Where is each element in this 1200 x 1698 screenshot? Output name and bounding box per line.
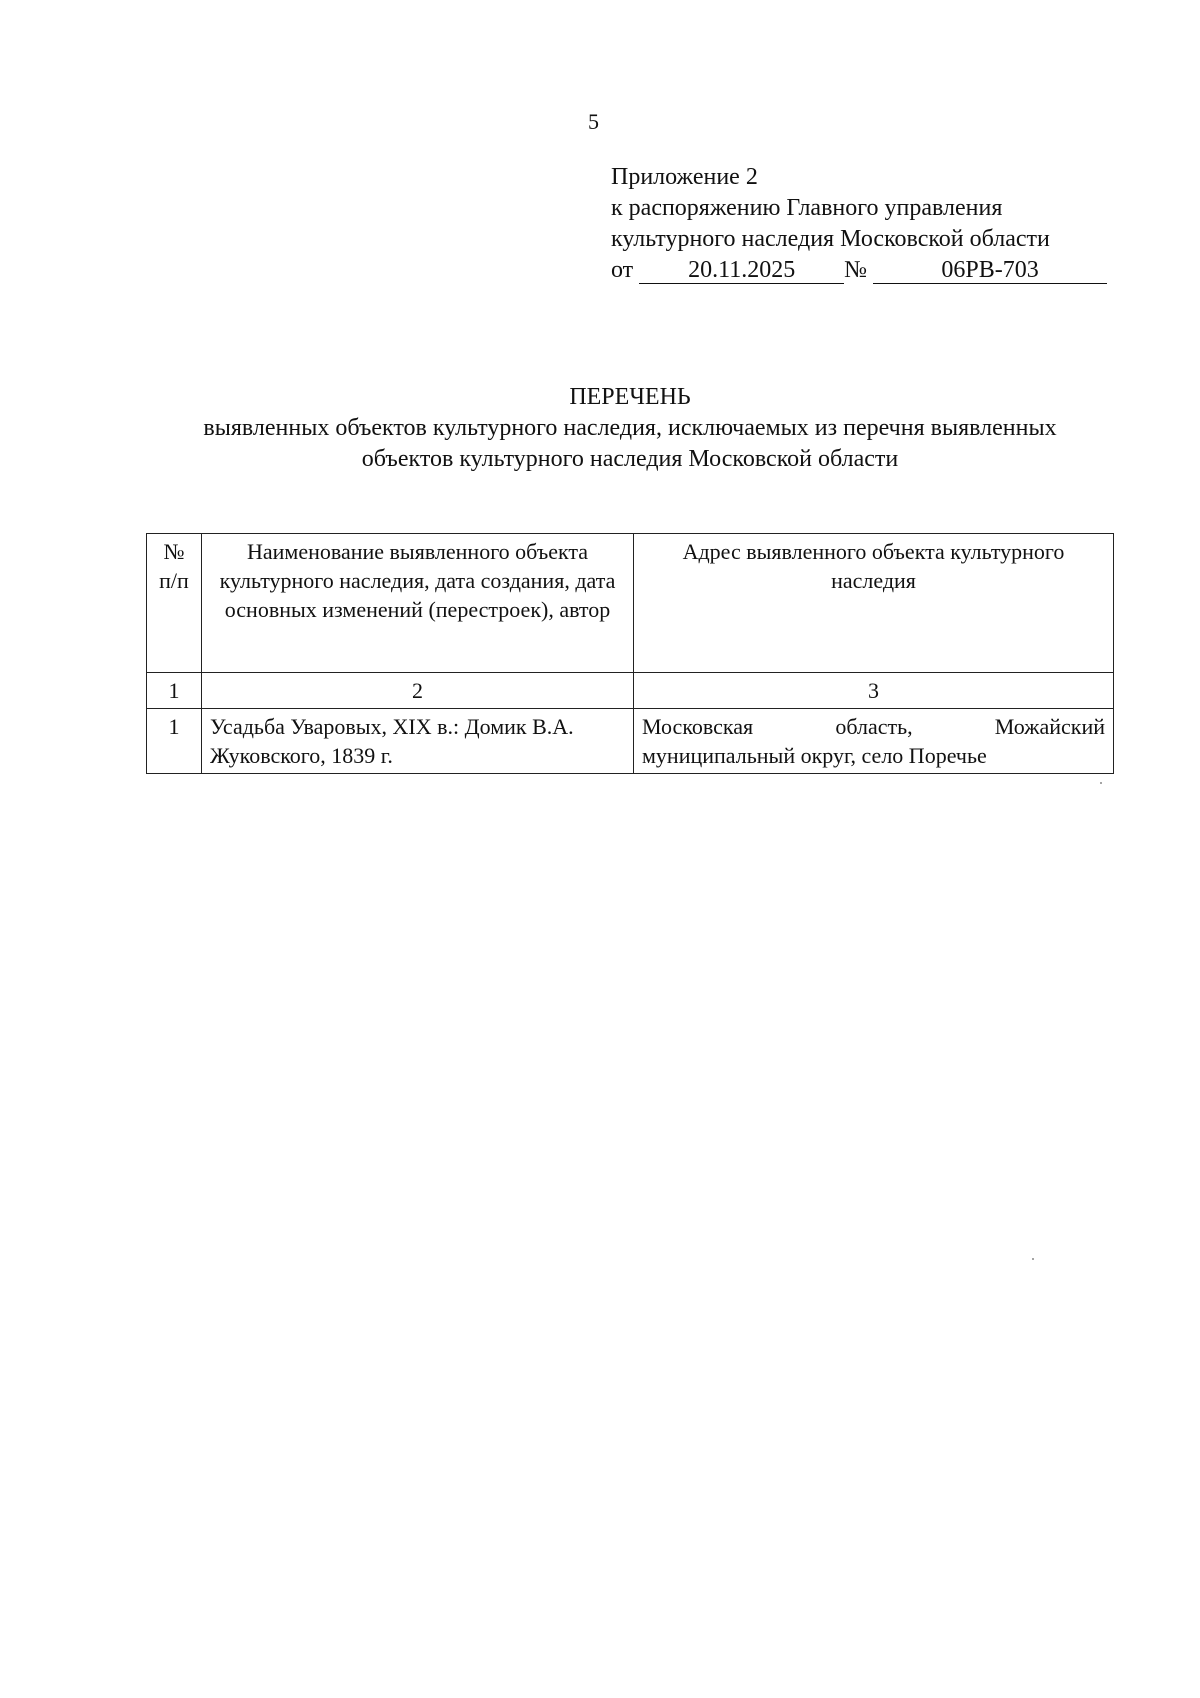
number-sign: №: [844, 257, 868, 283]
date-prefix: от: [611, 257, 634, 283]
table-index-row: [147, 673, 1114, 709]
heritage-objects-table: [146, 533, 1114, 774]
index-cell: 3: [634, 673, 1114, 709]
index-cell: 1: [147, 673, 202, 709]
order-date: 20.11.2025: [639, 257, 844, 284]
table-row: [147, 709, 1114, 774]
index-cell: 2: [202, 673, 634, 709]
appendix-date-line: [611, 255, 1131, 286]
document-heading: ПЕРЕЧЕНЬ: [569, 384, 691, 410]
table-header-row: [147, 534, 1114, 673]
scan-speck: [1100, 782, 1102, 784]
document-title-block: [100, 382, 1160, 475]
appendix-line-3: культурного наследия Московской области: [611, 226, 1050, 252]
row-address: Московская область, Можайский муниципальный округ, село Поречье: [634, 709, 1114, 774]
row-num: 1: [147, 709, 202, 774]
page-number: 5: [588, 109, 599, 134]
appendix-title: Приложение 2: [611, 164, 758, 190]
header-num: № п/п: [147, 534, 202, 673]
header-name: Наименование выявленного объекта культурного наследия, дата создания, дата основных изменений (перестроек), автор: [202, 534, 634, 673]
header-address: Адрес выявленного объекта культурного наследия: [634, 534, 1114, 673]
row-name: Усадьба Уваровых, XIX в.: Домик В.А. Жуковского, 1839 г.: [202, 709, 634, 774]
scan-speck: [1032, 1258, 1034, 1260]
document-subtitle-line-1: выявленных объектов культурного наследия, исключаемых из перечня выявленных: [203, 415, 1057, 441]
document-subtitle-line-2: объектов культурного наследия Московской области: [361, 446, 899, 472]
appendix-line-2: к распоряжению Главного управления: [611, 195, 1003, 221]
appendix-block: [611, 162, 1131, 286]
order-number: 06РВ-703: [873, 257, 1107, 284]
